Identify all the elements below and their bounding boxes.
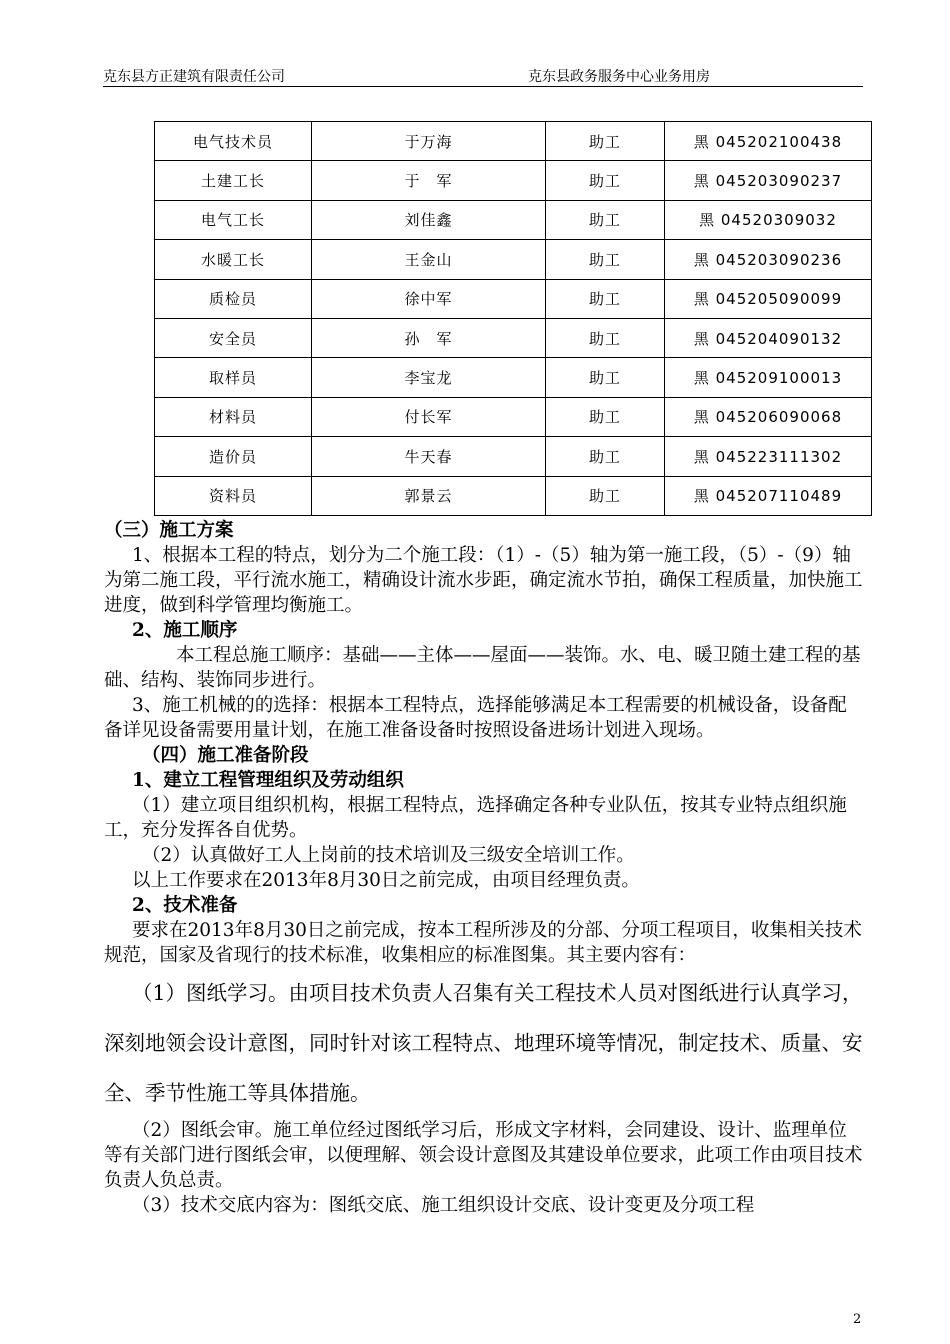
- name-cell: 付长军: [312, 397, 546, 436]
- paragraph: （1）建立项目组织机构，根据工程特点，选择确定各种专业队伍，按其专业特点组织施工，充分发挥各自优势。: [104, 795, 847, 841]
- role-cell: 电气技术员: [155, 122, 312, 161]
- table-row: [155, 318, 872, 357]
- name-cell: 徐中军: [312, 279, 546, 318]
- title-cell: 助工: [546, 279, 665, 318]
- paragraph: 要求在2013年8月30日之前完成，按本工程所涉及的分部、分项工程项目，收集相关技术规范，国家及省现行的技术标准，收集相应的标准图集。其主要内容有：: [104, 920, 862, 966]
- table-row: [155, 240, 872, 279]
- role-cell: 土建工长: [155, 161, 312, 200]
- certificate-cell: 黑 045209100013: [665, 358, 872, 397]
- role-cell: 安全员: [155, 318, 312, 357]
- paragraph: （3）技术交底内容为：图纸交底、施工组织设计交底、设计变更及分项工程: [132, 1195, 755, 1216]
- paragraph: 3、施工机械的的选择：根据本工程特点，选择能够满足本工程需要的机械设备，设备配备详见设备需要用量计划，在施工准备设备时按照设备进场计划进入现场。: [104, 695, 847, 741]
- name-cell: 郭景云: [312, 476, 546, 515]
- table-row: [155, 476, 872, 515]
- paragraph: 本工程总施工顺序：基础——主体——屋面——装饰。水、电、暖卫随土建工程的基础、结构、装饰同步进行。: [104, 645, 861, 691]
- table-row: [155, 161, 872, 200]
- subheading: 1、建立工程管理组织及劳动组织: [132, 770, 404, 791]
- title-cell: 助工: [546, 437, 665, 476]
- title-cell: 助工: [546, 397, 665, 436]
- role-cell: 质检员: [155, 279, 312, 318]
- header-project: 克东县政务服务中心业务用房: [528, 69, 710, 85]
- section-3-title: （三）施工方案: [104, 520, 234, 541]
- certificate-cell: 黑 045203090236: [665, 240, 872, 279]
- certificate-cell: 黑 045207110489: [665, 476, 872, 515]
- header-company: 克东县方正建筑有限责任公司: [103, 69, 285, 85]
- certificate-cell: 黑 045206090068: [665, 397, 872, 436]
- paragraph: （2）认真做好工人上岗前的技术培训及三级安全培训工作。: [142, 845, 635, 866]
- role-cell: 造价员: [155, 437, 312, 476]
- certificate-cell: 黑 045204090132: [665, 318, 872, 357]
- name-cell: 孙 军: [312, 318, 546, 357]
- document-body: [104, 518, 864, 1218]
- name-cell: 李宝龙: [312, 358, 546, 397]
- role-cell: 材料员: [155, 397, 312, 436]
- table-row: [155, 122, 872, 161]
- paragraph: 1、根据本工程的特点，划分为二个施工段：（1）-（5）轴为第一施工段，（5）-（9）轴为第二施工段，平行流水施工，精确设计流水步距，确定流水节拍，确保工程质量，加快施工进度，做到科学管理均衡施工。: [104, 545, 863, 616]
- role-cell: 资料员: [155, 476, 312, 515]
- role-cell: 电气工长: [155, 200, 312, 239]
- name-cell: 王金山: [312, 240, 546, 279]
- paragraph: （1）图纸学习。由项目技术负责人召集有关工程技术人员对图纸进行认真学习，深刻地领会设计意图，同时针对该工程特点、地理环境等情况，制定技术、质量、安全、季节性施工等具体措施。: [104, 981, 863, 1105]
- page-number: 2: [853, 1312, 862, 1327]
- title-cell: 助工: [546, 476, 665, 515]
- title-cell: 助工: [546, 358, 665, 397]
- title-cell: 助工: [546, 200, 665, 239]
- staff-table: [154, 121, 872, 516]
- certificate-cell: 黑 045205090099: [665, 279, 872, 318]
- certificate-cell: 黑 045223111302: [665, 437, 872, 476]
- name-cell: 刘佳鑫: [312, 200, 546, 239]
- name-cell: 于万海: [312, 122, 546, 161]
- name-cell: 于 军: [312, 161, 546, 200]
- title-cell: 助工: [546, 240, 665, 279]
- section-4-title: （四）施工准备阶段: [142, 745, 309, 766]
- title-cell: 助工: [546, 161, 665, 200]
- certificate-cell: 黑 04520309032: [665, 200, 872, 239]
- title-cell: 助工: [546, 122, 665, 161]
- title-cell: 助工: [546, 318, 665, 357]
- subheading: 2、施工顺序: [132, 620, 238, 641]
- table-row: [155, 358, 872, 397]
- table-row: [155, 397, 872, 436]
- table-row: [155, 279, 872, 318]
- role-cell: 取样员: [155, 358, 312, 397]
- table-row: [155, 200, 872, 239]
- certificate-cell: 黑 045203090237: [665, 161, 872, 200]
- paragraph: 以上工作要求在2013年8月30日之前完成，由项目经理负责。: [132, 870, 640, 891]
- paragraph: （2）图纸会审。施工单位经过图纸学习后，形成文字材料，会同建设、设计、监理单位等有关部门进行图纸会审，以便理解、领会设计意图及其建设单位要求，此项工作由项目技术负责人负总责。: [104, 1120, 863, 1191]
- table-row: [155, 437, 872, 476]
- certificate-cell: 黑 045202100438: [665, 122, 872, 161]
- subheading: 2、技术准备: [132, 895, 238, 916]
- role-cell: 水暖工长: [155, 240, 312, 279]
- name-cell: 牛天春: [312, 437, 546, 476]
- page-header: [103, 66, 863, 87]
